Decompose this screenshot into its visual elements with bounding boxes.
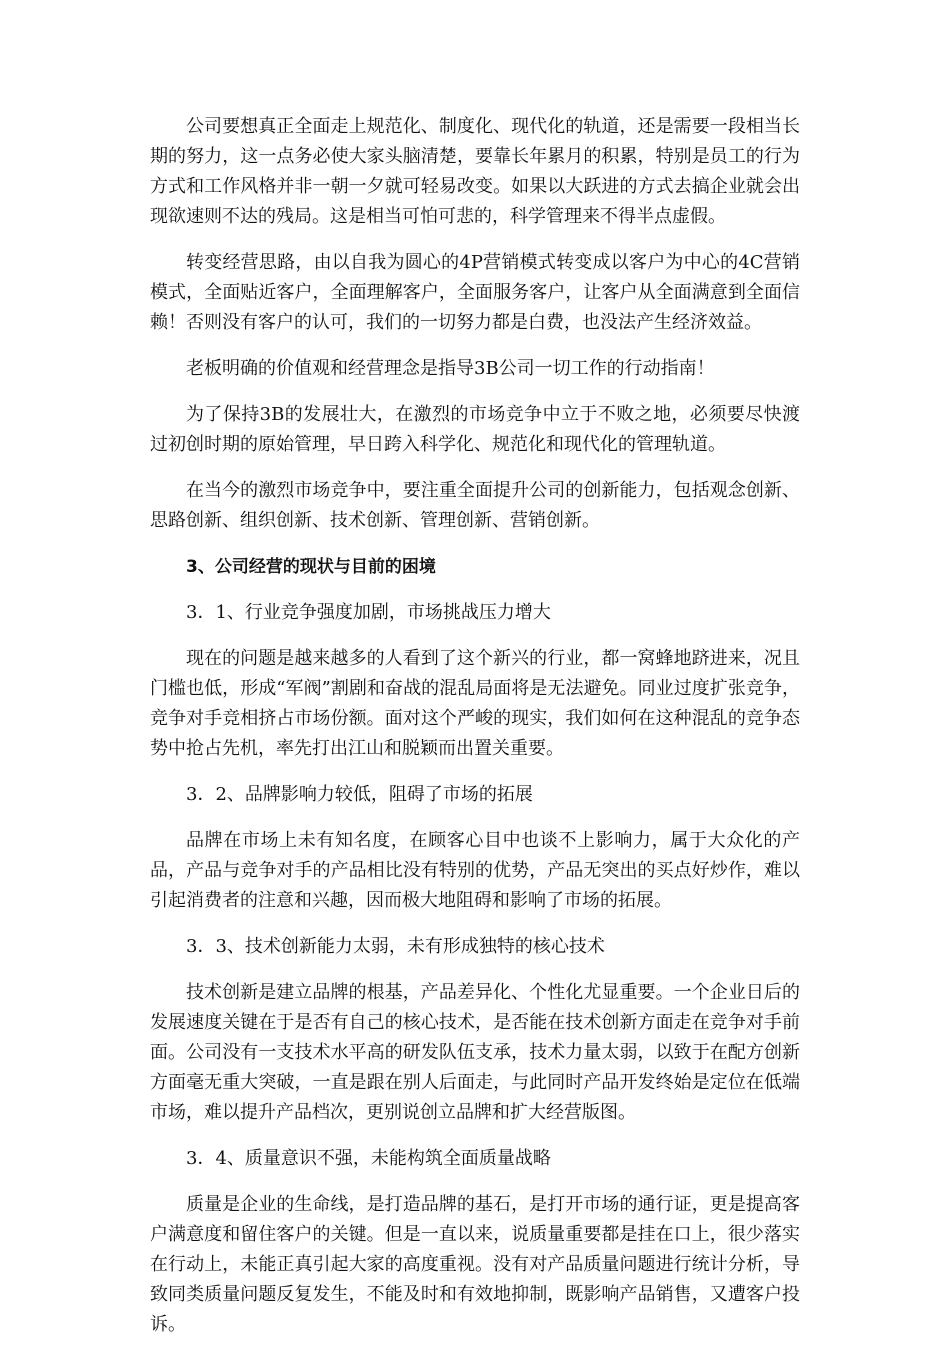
- subsection-heading: 3．4、质量意识不强，未能构筑全面质量战略: [186, 1148, 551, 1169]
- paragraph: 为了保持3B的发展壮大，在激烈的市场竞争中立于不败之地，必须要尽快渡过初创时期的原始管理，早日跨入科学化、规范化和现代化的管理轨道。: [150, 404, 800, 455]
- paragraph: 技术创新是建立品牌的根基，产品差异化、个性化尤显重要。一个企业日后的发展速度关键在于是否有自己的核心技术，是否能在技术创新方面走在竞争对手前面。公司没有一支技术水平高的研发队伍支承，技术力量太弱，以致于在配方创新方面毫无重大突破，一直是跟在别人后面走，与此同时产品开发终始是定位在低端市场，难以提升产品档次，更别说创立品牌和扩大经营版图。: [150, 982, 800, 1123]
- document-page: [150, 112, 800, 1356]
- paragraph: 质量是企业的生命线，是打造品牌的基石，是打开市场的通行证，更是提高客户满意度和留住客户的关键。但是一直以来，说质量重要都是挂在口上，很少落实在行动上，未能正真引起大家的高度重视。没有对产品质量问题进行统计分析，导致同类质量问题反复发生，不能及时和有效地抑制，既影响产品销售，又遭客户投诉。: [150, 1194, 800, 1335]
- paragraph: 品牌在市场上未有知名度，在顾客心目中也谈不上影响力，属于大众化的产品，产品与竞争对手的产品相比没有特别的优势，产品无突出的买点好炒作，难以引起消费者的注意和兴趣，因而极大地阻碍和影响了市场的拓展。: [150, 830, 800, 911]
- subsection-heading: 3．1、行业竞争强度加剧，市场挑战压力增大: [186, 602, 551, 623]
- paragraph: 老板明确的价值观和经营理念是指导3B公司一切工作的行动指南！: [186, 358, 715, 379]
- paragraph: 公司要想真正全面走上规范化、制度化、现代化的轨道，还是需要一段相当长期的努力，这一点务必使大家头脑清楚，要靠长年累月的积累，特别是员工的行为方式和工作风格并非一朝一夕就可轻易改变。如果以大跃进的方式去搞企业就会出现欲速则不达的残局。这是相当可怕可悲的，科学管理来不得半点虚假。: [150, 116, 800, 227]
- paragraph: 现在的问题是越来越多的人看到了这个新兴的行业，都一窝蜂地跻进来，况且门槛也低，形成“军阀”割剧和奋战的混乱局面将是无法避免。同业过度扩张竞争，竞争对手竞相挤占市场份额。面对这个严峻的现实，我们如何在这种混乱的竞争态势中抢占先机，率先打出江山和脱颖而出置关重要。: [150, 648, 800, 759]
- section-heading: 3、公司经营的现状与目前的困境: [186, 557, 436, 577]
- subsection-heading: 3．3、技术创新能力太弱，未有形成独特的核心技术: [186, 936, 605, 957]
- subsection-heading: 3．2、品牌影响力较低，阻碍了市场的拓展: [186, 784, 533, 805]
- paragraph: 转变经营思路，由以自我为圆心的4P营销模式转变成以客户为中心的4C营销模式，全面贴近客户，全面理解客户，全面服务客户，让客户从全面满意到全面信赖！否则没有客户的认可，我们的一切努力都是白费，也没法产生经济效益。: [150, 252, 800, 333]
- paragraph: 在当今的激烈市场竞争中，要注重全面提升公司的创新能力，包括观念创新、思路创新、组织创新、技术创新、管理创新、营销创新。: [150, 480, 800, 531]
